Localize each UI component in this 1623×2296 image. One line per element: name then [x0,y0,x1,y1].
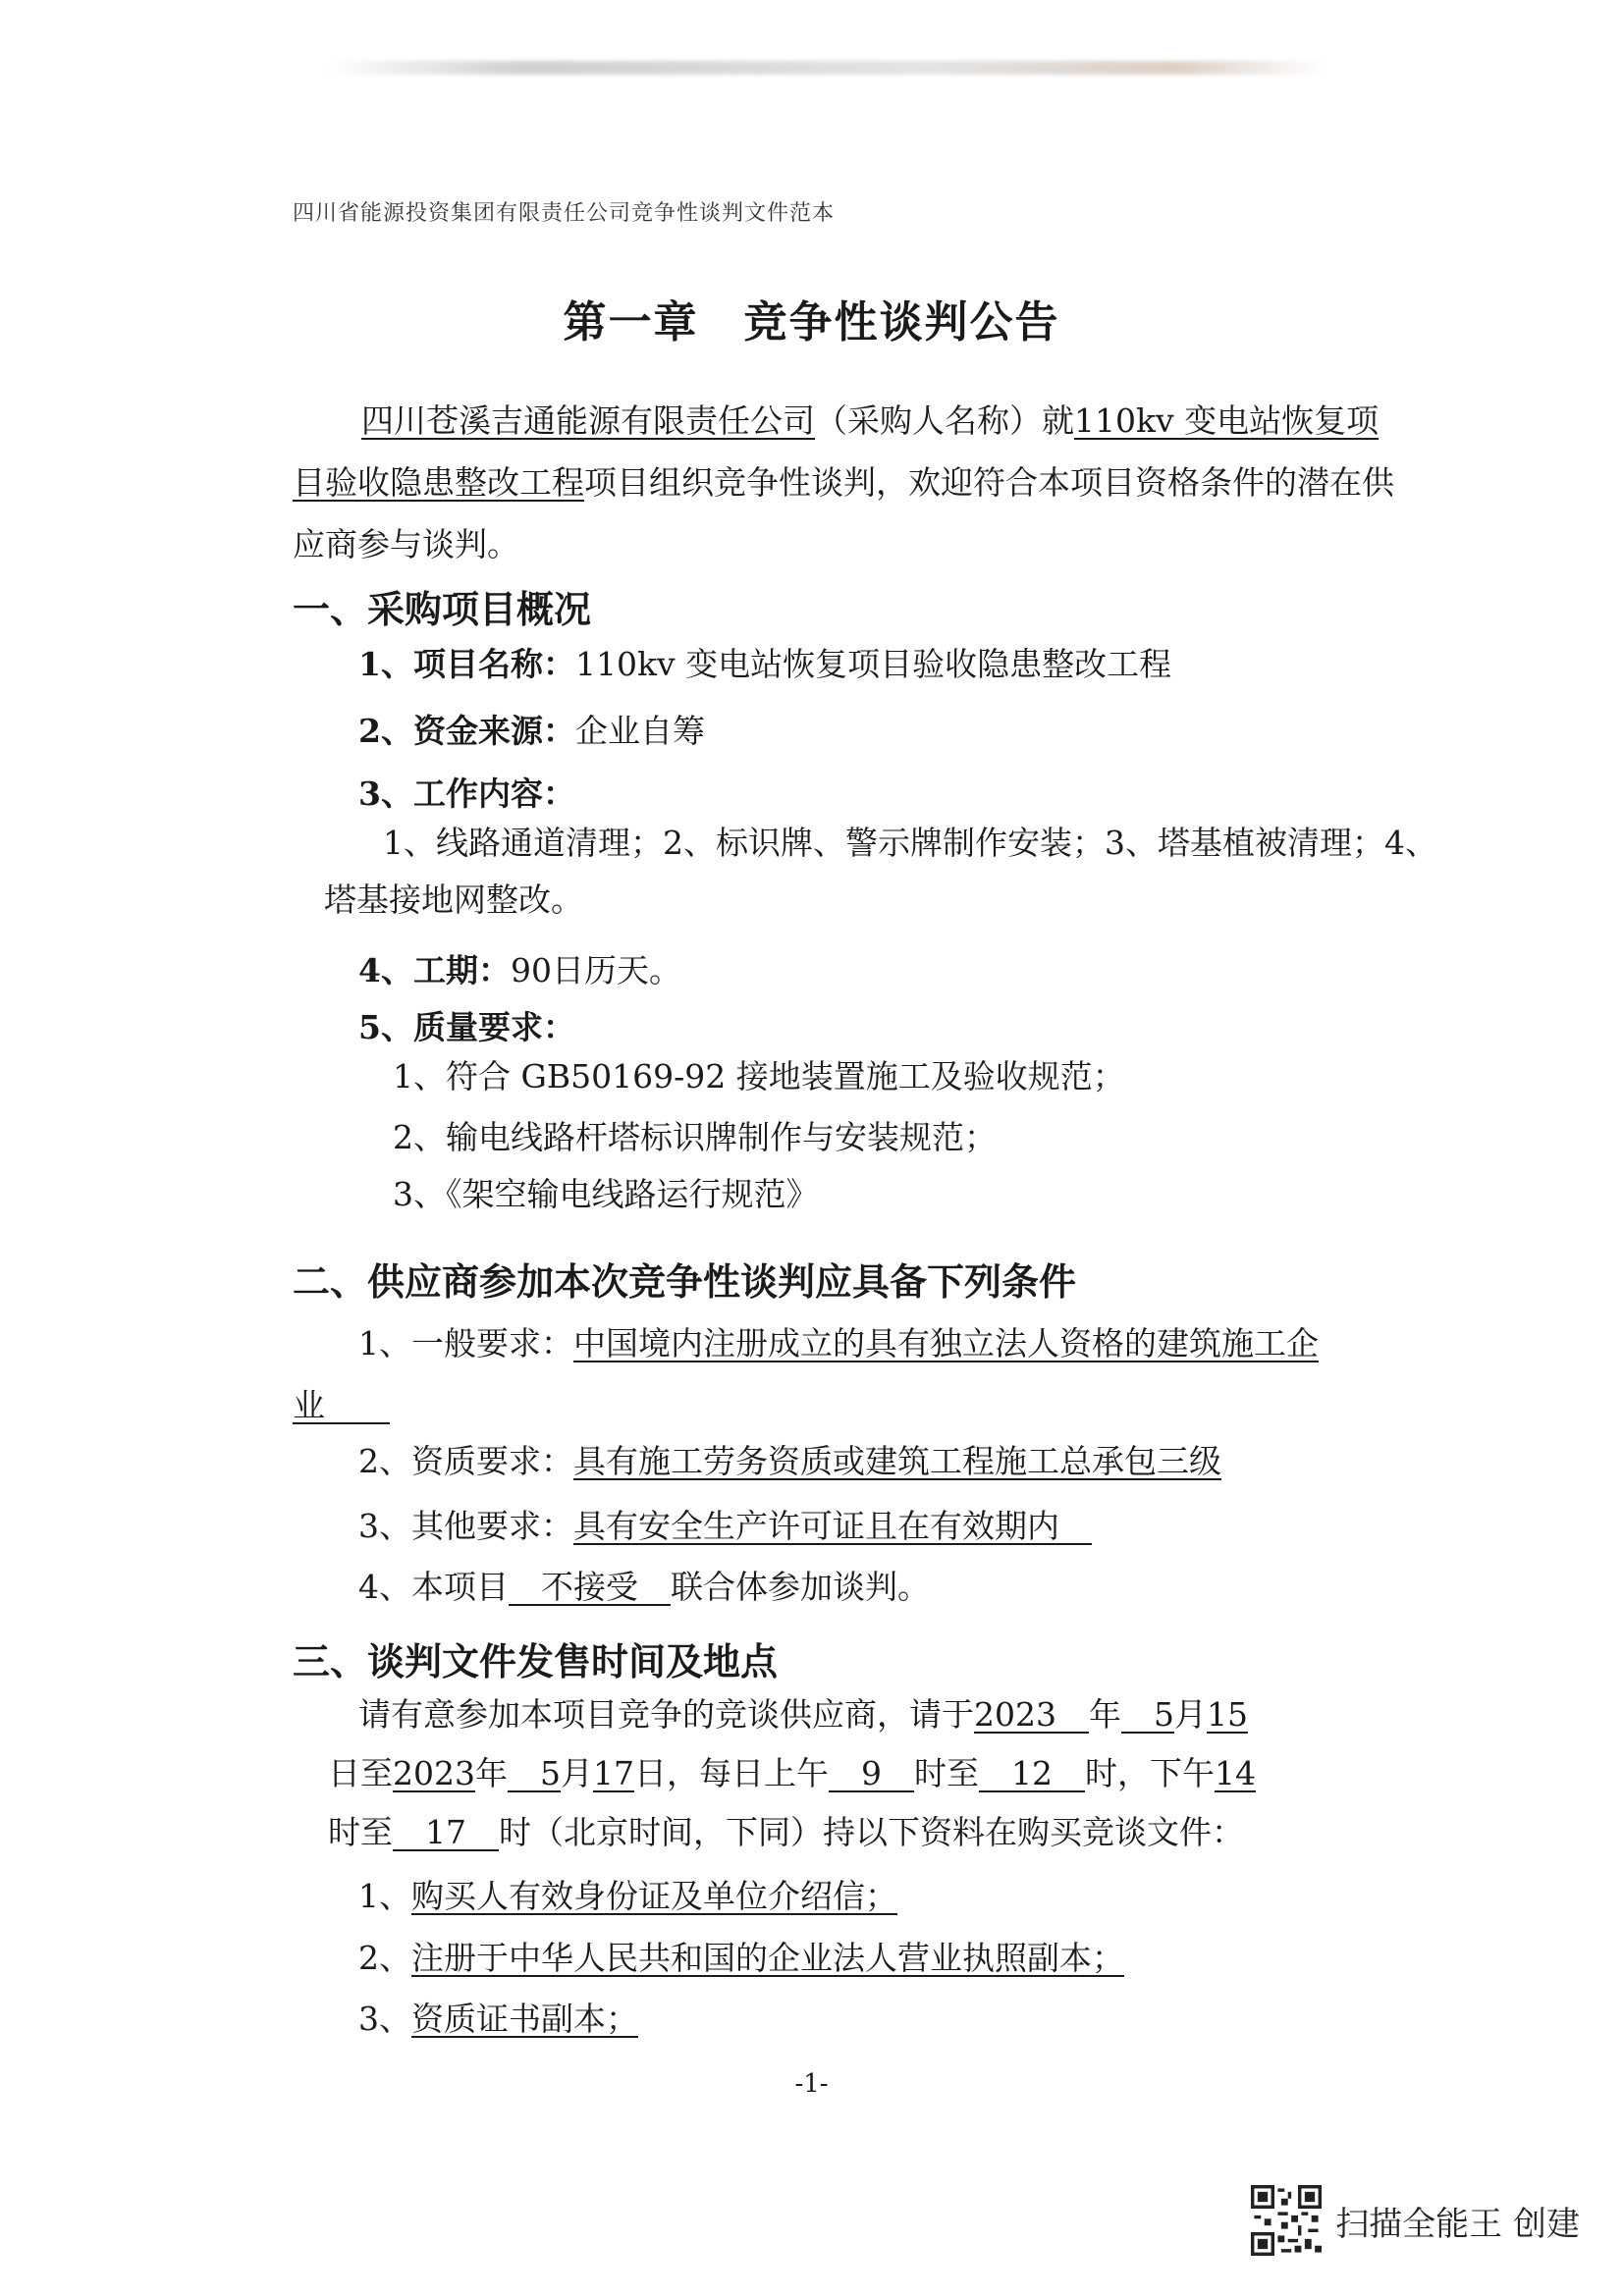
yue-2: 月 [560,1754,593,1792]
pm-start: 14 [1214,1754,1256,1792]
section-1-heading: 一、采购项目概况 [293,587,592,631]
s3-line-3 [328,1813,1244,1851]
s2-req-1-label: 1、一般要求： [358,1324,573,1362]
sale-end-year: 2023 [393,1754,475,1792]
intro-line-2 [293,463,1394,502]
s1-item-3-line-1: 1、线路通道清理；2、标识牌、警示牌制作安装；3、塔基植被清理；4、 [383,824,1437,862]
quality-req-1: 1、符合 GB50169-92 接地装置施工及验收规范； [393,1057,1125,1095]
s1-item-4-label: 4、工期： [358,951,511,989]
s1-item-2-label: 2、资金来源： [358,712,575,750]
quality-req-3: 3、《架空输电线路运行规范》 [393,1175,819,1213]
nian-2: 年 [474,1754,508,1792]
s2-req-3-value: 具有安全生产许可证且在有效期内 [573,1507,1059,1545]
chapter-title: 第一章 竞争性谈判公告 [563,297,1060,347]
s2-req-1 [358,1324,1319,1362]
doc-item-1 [358,1877,897,1915]
s2-req-3 [358,1507,1092,1545]
s3-tail: 时（北京时间，下同）持以下资料在购买竞谈文件： [499,1813,1244,1851]
sale-start-day: 15 [1206,1695,1248,1734]
document-header: 四川省能源投资集团有限责任公司竞争性谈判文件范本 [293,201,836,226]
section-2-heading: 二、供应商参加本次竞争性谈判应具备下列条件 [293,1259,1077,1304]
s2-req-2-label: 2、资质要求： [358,1442,573,1480]
doc-item-1-num: 1、 [358,1877,411,1915]
sale-end-day: 17 [592,1754,634,1792]
s2-req-4-value: 不接受 [541,1568,638,1606]
doc-item-3-text: 资质证书副本； [411,2000,638,2038]
scan-edge-smudge [324,61,1325,75]
s2-req-1-value-b: 业 [293,1386,325,1424]
qr-code-icon [1251,2185,1322,2256]
s1-item-4 [358,951,681,989]
project-name-b: 目验收隐患整改工程 [293,463,584,502]
s2-req-4 [358,1568,930,1606]
s2-req-1-value: 中国境内注册成立的具有独立法人资格的建筑施工企 [573,1324,1319,1362]
am-end: 12 [1010,1754,1053,1792]
sale-start-year: 2023 [974,1695,1056,1734]
doc-item-2 [358,1939,1124,1977]
intro-line-3: 应商参与谈判。 [293,525,519,563]
s1-item-2-value: 企业自筹 [574,712,705,750]
ri-zhi: 日至 [328,1754,393,1792]
am-start: 9 [860,1754,882,1792]
intro-text-2: 项目组织竞争性谈判，欢迎符合本项目资格条件的潜在供 [584,463,1394,502]
intro-line-1 [361,401,1380,440]
s1-item-4-value: 90日历天。 [510,951,681,989]
section-3-heading: 三、谈判文件发售时间及地点 [293,1639,779,1683]
s2-req-4-text-b: 联合体参加谈判。 [671,1568,930,1606]
nian-1: 年 [1088,1695,1121,1734]
ri-mr: 日，每日上午 [633,1754,829,1792]
project-name-a: 110kv 变电站恢复项 [1074,401,1380,440]
s3-text-1: 请有意参加本项目竞争的竞谈供应商，请于 [358,1695,974,1734]
page-number: -1- [794,2069,829,2099]
pm-end: 17 [425,1813,466,1851]
scanner-brand-text: 扫描全能王 创建 [1335,2204,1580,2244]
s1-item-1 [358,645,1172,683]
shi-zhi-2: 时至 [328,1813,393,1851]
purchaser-name: 四川苍溪吉通能源有限责任公司 [361,401,815,440]
doc-item-3 [358,2000,638,2038]
s3-line-2 [328,1754,1256,1792]
sale-start-month: 5 [1153,1695,1174,1734]
s3-line-1 [358,1695,1248,1734]
scanner-footer [1251,2185,1580,2256]
intro-text-1: （采购人名称）就 [815,401,1074,440]
shi-zhi-1: 时至 [913,1754,979,1792]
s1-item-3-label: 3、工作内容： [358,774,575,813]
doc-item-1-text: 购买人有效身份证及单位介绍信； [411,1877,897,1915]
doc-item-3-num: 3、 [358,2000,411,2038]
s2-req-2 [358,1442,1221,1480]
s2-req-1-cont [293,1386,390,1424]
s2-req-4-text-a: 4、本项目 [358,1568,509,1606]
doc-item-2-num: 2、 [358,1939,411,1977]
quality-req-2: 2、输电线路杆塔标识牌制作与安装规范； [393,1118,997,1156]
s1-item-1-value: 110kv 变电站恢复项目验收隐患整改工程 [574,645,1172,683]
s1-item-2 [358,712,705,750]
s1-item-3-line-2: 塔基接地网整改。 [324,881,583,919]
s2-req-3-label: 3、其他要求： [358,1507,573,1545]
doc-item-2-text: 注册于中华人民共和国的企业法人营业执照副本； [411,1939,1124,1977]
s1-item-1-label: 1、项目名称： [358,645,575,683]
sale-end-month: 5 [539,1754,561,1792]
s1-item-5-label: 5、质量要求： [358,1008,575,1046]
yue-1: 月 [1173,1695,1207,1734]
shi-pm: 时，下午 [1084,1754,1215,1792]
s2-req-2-value: 具有施工劳务资质或建筑工程施工总承包三级 [573,1442,1221,1480]
